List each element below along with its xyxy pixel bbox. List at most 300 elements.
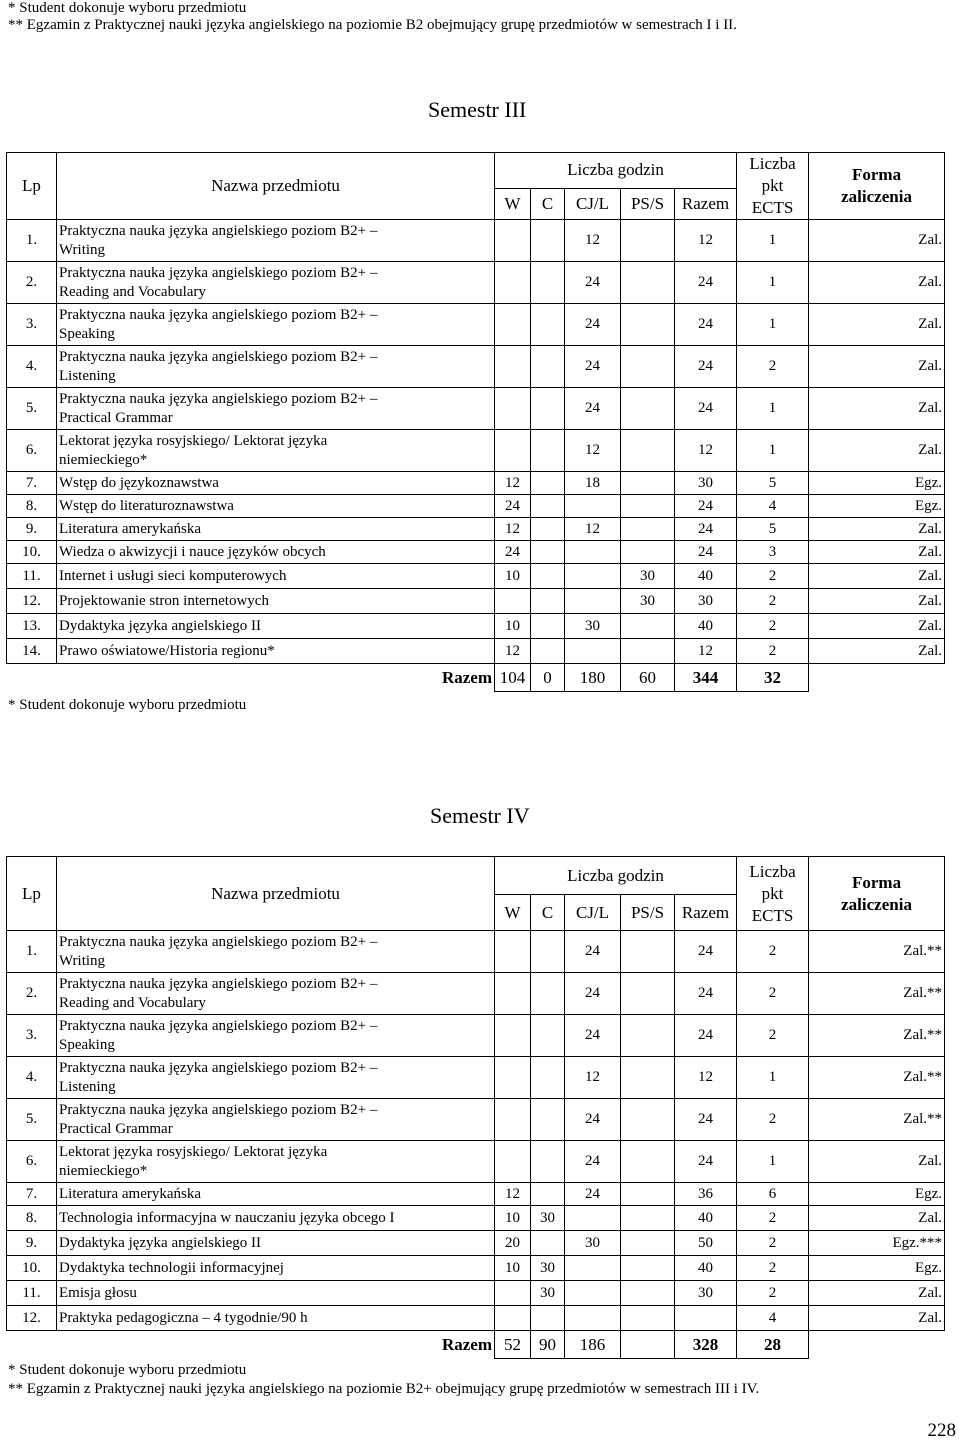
subject-name-line-1: Dydaktyka języka angielskiego II — [59, 617, 262, 634]
cell-pss — [621, 220, 675, 262]
total-forma-blank — [809, 664, 945, 692]
cell-cjl — [565, 1206, 621, 1231]
col-w-header: W — [495, 188, 531, 219]
subject-name — [57, 518, 495, 541]
cell-ects: 1 — [737, 430, 809, 472]
cell-c — [531, 541, 565, 564]
subject-name-line-1: Wstęp do literaturoznawstwa — [59, 497, 234, 514]
ects-header-line: pkt — [761, 176, 784, 195]
cell-forma: Zal.** — [809, 1015, 945, 1057]
cell-pss — [621, 1015, 675, 1057]
cell-cjl — [565, 639, 621, 664]
subject-name — [57, 614, 495, 639]
cell-razem: 30 — [675, 472, 737, 495]
cell-ects: 1 — [737, 388, 809, 430]
cell-w: 12 — [495, 518, 531, 541]
subject-name — [57, 931, 495, 973]
cell-ects: 4 — [737, 1306, 809, 1331]
cell-razem: 30 — [675, 589, 737, 614]
cell-cjl: 24 — [565, 1015, 621, 1057]
cell-pss — [621, 1231, 675, 1256]
cell-ects: 1 — [737, 262, 809, 304]
cell-w: 12 — [495, 472, 531, 495]
row-number: 9. — [7, 1231, 57, 1256]
cell-cjl — [565, 564, 621, 589]
col-pss-header: PS/S — [621, 188, 675, 219]
subject-name-line-2: Listening — [59, 367, 116, 384]
cell-forma: Zal. — [809, 388, 945, 430]
total-pss: 60 — [621, 664, 675, 692]
row-number: 6. — [7, 1141, 57, 1183]
cell-razem: 36 — [675, 1183, 737, 1206]
col-cjl-header: CJ/L — [565, 188, 621, 219]
cell-pss — [621, 304, 675, 346]
cell-forma: Egz.*** — [809, 1231, 945, 1256]
cell-pss: 30 — [621, 564, 675, 589]
subject-name — [57, 1015, 495, 1057]
subject-name — [57, 1306, 495, 1331]
cell-razem: 12 — [675, 430, 737, 472]
cell-ects: 2 — [737, 564, 809, 589]
cell-forma: Zal. — [809, 518, 945, 541]
semester-4-table — [6, 856, 945, 1359]
cell-c: 30 — [531, 1256, 565, 1281]
subject-name-line-1: Dydaktyka języka angielskiego II — [59, 1234, 262, 1251]
cell-pss — [621, 1306, 675, 1331]
table-row — [7, 262, 945, 304]
table-row — [7, 931, 945, 973]
table-row — [7, 388, 945, 430]
row-number: 4. — [7, 346, 57, 388]
cell-pss — [621, 262, 675, 304]
cell-forma: Zal. — [809, 262, 945, 304]
table-row — [7, 639, 945, 664]
col-c-header: C — [531, 188, 565, 219]
subject-name — [57, 1231, 495, 1256]
cell-forma: Zal.** — [809, 931, 945, 973]
row-number: 13. — [7, 614, 57, 639]
table-row — [7, 614, 945, 639]
cell-ects: 2 — [737, 1015, 809, 1057]
cell-c — [531, 1183, 565, 1206]
cell-c — [531, 564, 565, 589]
cell-forma: Zal. — [809, 1141, 945, 1183]
cell-ects: 2 — [737, 931, 809, 973]
subject-name — [57, 564, 495, 589]
cell-c — [531, 262, 565, 304]
cell-ects: 2 — [737, 1206, 809, 1231]
cell-pss — [621, 614, 675, 639]
cell-forma: Zal.** — [809, 1099, 945, 1141]
cell-cjl — [565, 1306, 621, 1331]
row-number: 7. — [7, 1183, 57, 1206]
subject-name-line-2: niemieckiego* — [59, 1162, 148, 1179]
ects-header-line: pkt — [761, 883, 784, 903]
cell-pss — [621, 1183, 675, 1206]
subject-name-line-1: Prawo oświatowe/Historia regionu* — [59, 642, 275, 659]
cell-w — [495, 589, 531, 614]
table-row — [7, 1057, 945, 1099]
cell-w: 10 — [495, 614, 531, 639]
cell-w: 24 — [495, 495, 531, 518]
subject-name — [57, 388, 495, 430]
subject-name-line-2: Speaking — [59, 1036, 115, 1053]
cell-w — [495, 220, 531, 262]
subject-name-line-2: Practical Grammar — [59, 1120, 173, 1137]
cell-razem: 24 — [675, 541, 737, 564]
subject-name-line-1: Lektorat języka rosyjskiego/ Lektorat języka — [59, 1143, 328, 1160]
cell-w — [495, 346, 531, 388]
row-number: 2. — [7, 973, 57, 1015]
cell-pss — [621, 973, 675, 1015]
cell-pss — [621, 931, 675, 973]
cell-pss — [621, 472, 675, 495]
cell-forma: Zal. — [809, 346, 945, 388]
cell-forma: Zal. — [809, 430, 945, 472]
subject-name — [57, 220, 495, 262]
cell-pss — [621, 1206, 675, 1231]
cell-ects: 5 — [737, 518, 809, 541]
cell-forma: Zal. — [809, 304, 945, 346]
cell-w — [495, 1306, 531, 1331]
cell-cjl: 24 — [565, 973, 621, 1015]
total-pss — [621, 1331, 675, 1359]
col-w-header: W — [495, 895, 531, 931]
cell-w: 10 — [495, 1206, 531, 1231]
cell-c — [531, 1057, 565, 1099]
subject-name-line-1: Praktyka pedagogiczna – 4 tygodnie/90 h — [59, 1309, 308, 1326]
row-number: 9. — [7, 518, 57, 541]
col-ects-header — [737, 153, 809, 220]
forma-header-line: Forma — [852, 872, 902, 892]
subject-name-line-1: Praktyczna nauka języka angielskiego poziom B2+ – — [59, 264, 378, 281]
cell-c — [531, 1306, 565, 1331]
cell-forma: Zal. — [809, 564, 945, 589]
cell-pss — [621, 388, 675, 430]
cell-c: 30 — [531, 1281, 565, 1306]
table-row — [7, 973, 945, 1015]
cell-ects: 2 — [737, 1281, 809, 1306]
row-number: 5. — [7, 388, 57, 430]
table-row — [7, 1306, 945, 1331]
subject-name-line-2: Reading and Vocabulary — [59, 994, 206, 1011]
subject-name-line-1: Praktyczna nauka języka angielskiego poziom B2+ – — [59, 933, 378, 950]
subject-name — [57, 262, 495, 304]
semester-3-title: Semestr III — [428, 97, 527, 122]
row-number: 3. — [7, 304, 57, 346]
cell-w — [495, 262, 531, 304]
cell-ects: 1 — [737, 220, 809, 262]
subject-name — [57, 346, 495, 388]
cell-forma: Zal. — [809, 614, 945, 639]
cell-forma: Zal. — [809, 220, 945, 262]
total-label: Razem — [441, 667, 492, 687]
subject-name — [57, 589, 495, 614]
ects-header-line: ECTS — [751, 198, 794, 217]
cell-c — [531, 1015, 565, 1057]
cell-w: 20 — [495, 1231, 531, 1256]
col-lp-header: Lp — [7, 857, 57, 931]
row-number: 1. — [7, 931, 57, 973]
cell-razem: 24 — [675, 495, 737, 518]
cell-c — [531, 472, 565, 495]
total-ects: 32 — [737, 664, 809, 692]
cell-c — [531, 589, 565, 614]
cell-razem: 40 — [675, 614, 737, 639]
col-forma-header — [809, 857, 945, 931]
cell-cjl: 30 — [565, 614, 621, 639]
cell-razem: 24 — [675, 973, 737, 1015]
cell-ects: 1 — [737, 304, 809, 346]
cell-w: 24 — [495, 541, 531, 564]
col-forma-header — [809, 153, 945, 220]
table-row — [7, 589, 945, 614]
cell-razem: 40 — [675, 1256, 737, 1281]
cell-ects: 2 — [737, 639, 809, 664]
cell-cjl: 24 — [565, 346, 621, 388]
subject-name-line-1: Praktyczna nauka języka angielskiego poziom B2+ – — [59, 1059, 378, 1076]
table-row — [7, 1256, 945, 1281]
table-row — [7, 472, 945, 495]
cell-razem: 24 — [675, 518, 737, 541]
cell-c — [531, 495, 565, 518]
cell-cjl: 12 — [565, 518, 621, 541]
cell-razem: 12 — [675, 1057, 737, 1099]
subject-name — [57, 1057, 495, 1099]
cell-forma: Zal.** — [809, 973, 945, 1015]
total-cjl: 180 — [565, 664, 621, 692]
cell-c — [531, 304, 565, 346]
cell-w — [495, 430, 531, 472]
cell-w: 12 — [495, 639, 531, 664]
total-label: Razem — [441, 1334, 492, 1354]
cell-razem: 24 — [675, 262, 737, 304]
col-hours-group-header: Liczba godzin — [495, 153, 737, 189]
page-number: 228 — [927, 1420, 956, 1441]
row-number: 1. — [7, 220, 57, 262]
table-row — [7, 541, 945, 564]
subject-name-line-1: Praktyczna nauka języka angielskiego poziom B2+ – — [59, 1101, 378, 1118]
table-row — [7, 1099, 945, 1141]
ects-header-line: Liczba — [749, 154, 796, 173]
forma-header-line: Forma — [852, 165, 902, 184]
cell-w: 12 — [495, 1183, 531, 1206]
cell-forma: Zal. — [809, 1306, 945, 1331]
subject-name-line-1: Wstęp do językoznawstwa — [59, 474, 219, 491]
header-row — [7, 153, 945, 189]
cell-c — [531, 639, 565, 664]
row-number: 11. — [7, 1281, 57, 1306]
cell-ects: 2 — [737, 614, 809, 639]
cell-cjl — [565, 1256, 621, 1281]
subject-name-line-2: Writing — [59, 241, 106, 258]
forma-header-line: zaliczenia — [841, 894, 912, 914]
cell-razem: 24 — [675, 1141, 737, 1183]
cell-cjl: 24 — [565, 931, 621, 973]
cell-w — [495, 388, 531, 430]
col-lp-header: Lp — [7, 153, 57, 220]
cell-forma: Zal. — [809, 639, 945, 664]
cell-pss — [621, 430, 675, 472]
cell-razem — [675, 1306, 737, 1331]
cell-w: 10 — [495, 1256, 531, 1281]
col-razem-header: Razem — [675, 895, 737, 931]
cell-pss — [621, 541, 675, 564]
cell-forma: Egz. — [809, 1256, 945, 1281]
row-number: 11. — [7, 564, 57, 589]
cell-cjl: 24 — [565, 388, 621, 430]
cell-c — [531, 1231, 565, 1256]
cell-razem: 24 — [675, 1015, 737, 1057]
total-ects: 28 — [737, 1331, 809, 1359]
cell-razem: 50 — [675, 1231, 737, 1256]
semester-3-footnote: * Student dokonuje wyboru przedmiotu — [8, 697, 247, 713]
cell-w — [495, 1141, 531, 1183]
row-number: 12. — [7, 1306, 57, 1331]
col-pss-header: PS/S — [621, 895, 675, 931]
cell-ects: 2 — [737, 1256, 809, 1281]
table-row — [7, 1206, 945, 1231]
table-row — [7, 430, 945, 472]
ects-header-line: ECTS — [751, 905, 794, 925]
cell-c — [531, 346, 565, 388]
cell-ects: 1 — [737, 1057, 809, 1099]
cell-cjl — [565, 541, 621, 564]
subject-name — [57, 472, 495, 495]
cell-razem: 12 — [675, 220, 737, 262]
row-number: 10. — [7, 541, 57, 564]
col-name-header: Nazwa przedmiotu — [57, 857, 495, 931]
cell-c — [531, 973, 565, 1015]
table-row — [7, 346, 945, 388]
cell-cjl: 12 — [565, 430, 621, 472]
col-ects-header — [737, 857, 809, 931]
subject-name-line-1: Projektowanie stron internetowych — [59, 592, 269, 609]
row-number: 10. — [7, 1256, 57, 1281]
cell-razem: 24 — [675, 931, 737, 973]
cell-forma: Egz. — [809, 1183, 945, 1206]
cell-cjl — [565, 1281, 621, 1306]
table-row — [7, 1015, 945, 1057]
cell-cjl: 24 — [565, 1099, 621, 1141]
cell-ects: 2 — [737, 346, 809, 388]
cell-c — [531, 1099, 565, 1141]
cell-pss — [621, 1256, 675, 1281]
cell-cjl: 30 — [565, 1231, 621, 1256]
cell-pss — [621, 1057, 675, 1099]
subject-name-line-2: niemieckiego* — [59, 451, 148, 468]
cell-razem: 12 — [675, 639, 737, 664]
cell-c — [531, 430, 565, 472]
subject-name-line-2: Reading and Vocabulary — [59, 283, 206, 300]
cell-razem: 24 — [675, 346, 737, 388]
subject-name-line-1: Praktyczna nauka języka angielskiego poziom B2+ – — [59, 390, 378, 407]
subject-name — [57, 973, 495, 1015]
cell-forma: Zal.** — [809, 1057, 945, 1099]
total-c: 90 — [531, 1331, 565, 1359]
cell-w — [495, 304, 531, 346]
cell-c — [531, 1141, 565, 1183]
total-razem: 344 — [675, 664, 737, 692]
table-row — [7, 495, 945, 518]
cell-ects: 1 — [737, 1141, 809, 1183]
cell-forma: Zal. — [809, 589, 945, 614]
cell-razem: 40 — [675, 564, 737, 589]
cell-w — [495, 1099, 531, 1141]
cell-c: 30 — [531, 1206, 565, 1231]
cell-razem: 24 — [675, 388, 737, 430]
row-number: 8. — [7, 1206, 57, 1231]
subject-name — [57, 639, 495, 664]
row-number: 3. — [7, 1015, 57, 1057]
cell-cjl: 24 — [565, 1141, 621, 1183]
total-row — [7, 664, 945, 692]
subject-name — [57, 495, 495, 518]
row-number: 12. — [7, 589, 57, 614]
cell-w — [495, 1015, 531, 1057]
cell-ects: 2 — [737, 589, 809, 614]
subject-name — [57, 1183, 495, 1206]
table-row — [7, 1183, 945, 1206]
cell-cjl: 18 — [565, 472, 621, 495]
cell-w: 10 — [495, 564, 531, 589]
header-row — [7, 857, 945, 895]
subject-name-line-1: Emisja głosu — [59, 1284, 137, 1301]
row-number: 14. — [7, 639, 57, 664]
col-name-header: Nazwa przedmiotu — [57, 153, 495, 220]
cell-c — [531, 931, 565, 973]
row-number: 6. — [7, 430, 57, 472]
top-note-1: * Student dokonuje wyboru przedmiotu — [8, 0, 247, 16]
subject-name-line-1: Praktyczna nauka języka angielskiego poziom B2+ – — [59, 975, 378, 992]
cell-pss — [621, 346, 675, 388]
col-razem-header: Razem — [675, 188, 737, 219]
col-hours-group-header: Liczba godzin — [495, 857, 737, 895]
subject-name-line-1: Praktyczna nauka języka angielskiego poziom B2+ – — [59, 306, 378, 323]
subject-name — [57, 430, 495, 472]
cell-c — [531, 388, 565, 430]
cell-cjl: 24 — [565, 1183, 621, 1206]
cell-forma: Zal. — [809, 1206, 945, 1231]
subject-name-line-2: Practical Grammar — [59, 409, 173, 426]
cell-cjl — [565, 589, 621, 614]
table-row — [7, 220, 945, 262]
cell-razem: 24 — [675, 1099, 737, 1141]
semester-4-footnote-1: * Student dokonuje wyboru przedmiotu — [8, 1362, 247, 1378]
table-row — [7, 1281, 945, 1306]
cell-forma: Egz. — [809, 495, 945, 518]
total-row — [7, 1331, 945, 1359]
cell-w — [495, 973, 531, 1015]
col-cjl-header: CJ/L — [565, 895, 621, 931]
cell-cjl: 24 — [565, 304, 621, 346]
top-note-2: ** Egzamin z Praktycznej nauki języka angielskiego na poziomie B2 obejmujący grupę przedmiotów w semestrach I i II. — [8, 17, 737, 33]
subject-name-line-1: Internet i usługi sieci komputerowych — [59, 567, 287, 584]
cell-c — [531, 518, 565, 541]
subject-name — [57, 1206, 495, 1231]
cell-ects: 2 — [737, 1231, 809, 1256]
semester-3-table — [6, 152, 945, 692]
cell-pss: 30 — [621, 589, 675, 614]
subject-name-line-1: Wiedza o akwizycji i nauce języków obcych — [59, 543, 326, 560]
subject-name-line-1: Lektorat języka rosyjskiego/ Lektorat języka — [59, 432, 328, 449]
cell-c — [531, 220, 565, 262]
table-row — [7, 304, 945, 346]
cell-forma: Egz. — [809, 472, 945, 495]
subject-name — [57, 1281, 495, 1306]
total-razem: 328 — [675, 1331, 737, 1359]
cell-forma: Zal. — [809, 1281, 945, 1306]
